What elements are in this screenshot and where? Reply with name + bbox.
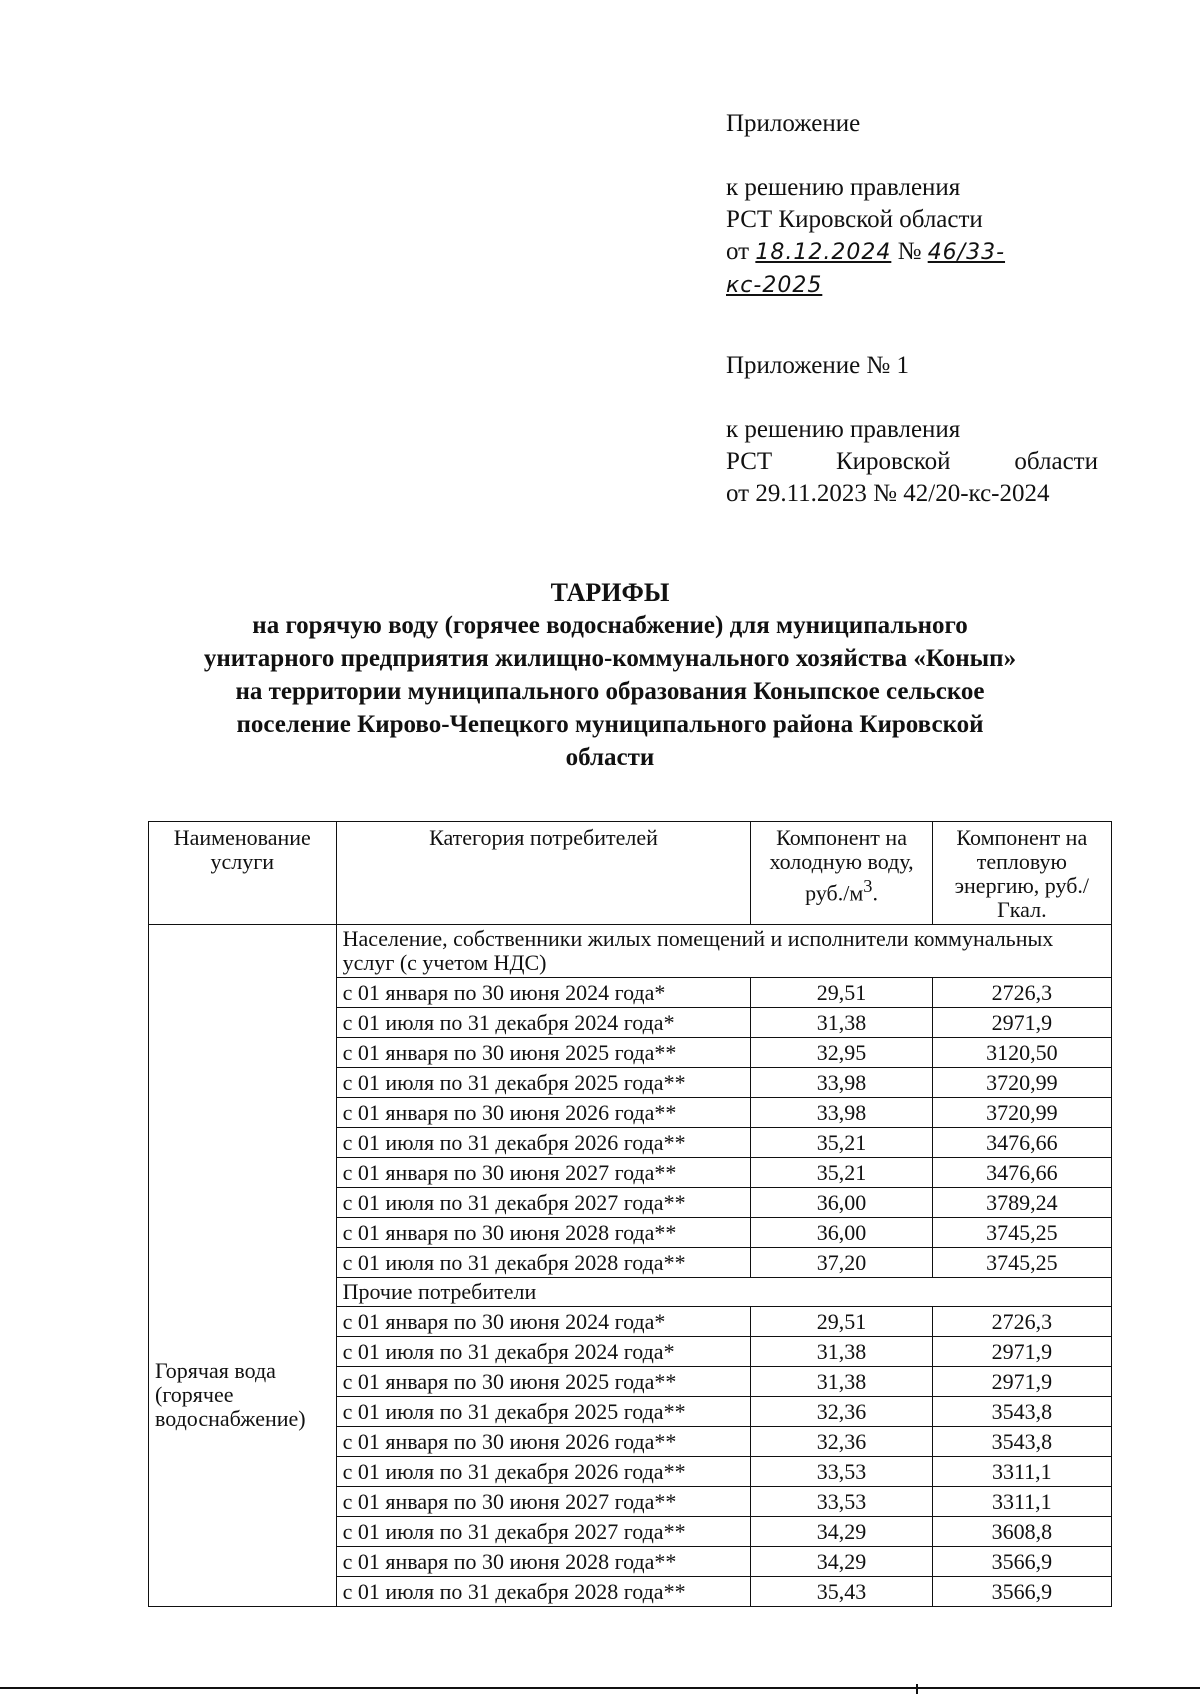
appendix-block-top xyxy=(726,108,1098,302)
heat-value-cell: 3608,8 xyxy=(932,1517,1111,1547)
period-cell: с 01 января по 30 июня 2024 года* xyxy=(336,1307,751,1337)
heading-line-4: поселение Кирово-Чепецкого муниципального района Кировской xyxy=(236,711,984,738)
heat-value-cell: 2726,3 xyxy=(932,978,1111,1008)
header-cold-water-end: . xyxy=(872,880,878,906)
heat-value-cell: 2726,3 xyxy=(932,1307,1111,1337)
period-cell: с 01 января по 30 июня 2027 года** xyxy=(336,1158,751,1188)
heat-value-cell: 3120,50 xyxy=(932,1038,1111,1068)
period-cell: с 01 июля по 31 декабря 2027 года** xyxy=(336,1188,751,1218)
cold-water-value-cell: 33,53 xyxy=(751,1457,932,1487)
handwritten-number: 46/33-кс-2025 xyxy=(726,240,1006,298)
cold-water-value-cell: 33,98 xyxy=(751,1068,932,1098)
period-cell: с 01 июля по 31 декабря 2024 года* xyxy=(336,1008,751,1038)
header-service: Наименование услуги xyxy=(149,822,337,925)
cold-water-value-cell: 31,38 xyxy=(751,1367,932,1397)
period-cell: с 01 января по 30 июня 2025 года** xyxy=(336,1367,751,1397)
heading-title: ТАРИФЫ xyxy=(550,578,670,607)
heat-value-cell: 3476,66 xyxy=(932,1158,1111,1188)
period-cell: с 01 января по 30 июня 2028 года** xyxy=(336,1218,751,1248)
appendix-line-authority: РСТ Кировской области xyxy=(726,206,983,233)
heat-value-cell: 3720,99 xyxy=(932,1098,1111,1128)
table-header-row xyxy=(149,822,1112,925)
heat-value-cell: 3311,1 xyxy=(932,1457,1111,1487)
heat-value-cell: 3543,8 xyxy=(932,1427,1111,1457)
period-cell: с 01 июля по 31 декабря 2026 года** xyxy=(336,1128,751,1158)
word-rst: РСТ xyxy=(726,448,773,475)
cold-water-value-cell: 34,29 xyxy=(751,1547,932,1577)
heat-value-cell: 3720,99 xyxy=(932,1068,1111,1098)
cold-water-value-cell: 35,43 xyxy=(751,1577,932,1607)
word-oblasti: области xyxy=(1014,448,1098,475)
period-cell: с 01 июля по 31 декабря 2025 года** xyxy=(336,1068,751,1098)
heat-value-cell: 3311,1 xyxy=(932,1487,1111,1517)
group-name-cell: Население, собственники жилых помещений и исполнители коммунальных услуг (с учетом НДС) xyxy=(336,925,1111,978)
heading-line-2: унитарного предприятия жилищно-коммунального хозяйства «Конып» xyxy=(203,645,1017,672)
number-label: № xyxy=(897,238,922,265)
appendix-block-second xyxy=(726,350,1098,510)
bottom-divider xyxy=(0,1687,1200,1689)
heat-value-cell: 3745,25 xyxy=(932,1218,1111,1248)
appendix-1-line-date-number: от 29.11.2023 № 42/20-кс-2024 xyxy=(726,480,1050,507)
period-cell: с 01 января по 30 июня 2025 года** xyxy=(336,1038,751,1068)
heat-value-cell: 3566,9 xyxy=(932,1577,1111,1607)
heat-value-cell: 2971,9 xyxy=(932,1008,1111,1038)
heat-value-cell: 3566,9 xyxy=(932,1547,1111,1577)
cold-water-value-cell: 29,51 xyxy=(751,1307,932,1337)
period-cell: с 01 июля по 31 декабря 2028 года** xyxy=(336,1577,751,1607)
cold-water-value-cell: 33,53 xyxy=(751,1487,932,1517)
cold-water-value-cell: 32,95 xyxy=(751,1038,932,1068)
handwritten-date: 18.12.2024 xyxy=(755,240,892,265)
group-name-cell: Прочие потребители xyxy=(336,1278,1111,1307)
heading-line-3: на территории муниципального образования Коныпское сельское xyxy=(235,678,985,705)
header-heat: Компонент на тепловую энергию, руб./Гкал. xyxy=(932,822,1111,925)
appendix-1-line-authority xyxy=(726,446,1098,478)
heat-value-cell: 3543,8 xyxy=(932,1397,1111,1427)
header-cold-water-text: Компонент на холодную воду, руб./м xyxy=(769,825,914,906)
period-cell: с 01 июля по 31 декабря 2027 года** xyxy=(336,1517,751,1547)
period-cell: с 01 января по 30 июня 2028 года** xyxy=(336,1547,751,1577)
cold-water-value-cell: 35,21 xyxy=(751,1158,932,1188)
heading-line-1: на горячую воду (горячее водоснабжение) для муниципального xyxy=(252,612,968,639)
appendix-1-title: Приложение № 1 xyxy=(726,352,910,379)
heat-value-cell: 3476,66 xyxy=(932,1128,1111,1158)
cold-water-value-cell: 29,51 xyxy=(751,978,932,1008)
cold-water-value-cell: 36,00 xyxy=(751,1218,932,1248)
header-cold-water xyxy=(751,822,932,925)
heat-value-cell: 2971,9 xyxy=(932,1337,1111,1367)
period-cell: с 01 января по 30 июня 2024 года* xyxy=(336,978,751,1008)
cold-water-value-cell: 35,21 xyxy=(751,1128,932,1158)
period-cell: с 01 июля по 31 декабря 2024 года* xyxy=(336,1337,751,1367)
bottom-divider-tick xyxy=(916,1684,918,1694)
cold-water-value-cell: 36,00 xyxy=(751,1188,932,1218)
group-row xyxy=(149,925,1112,978)
period-cell: с 01 января по 30 июня 2027 года** xyxy=(336,1487,751,1517)
period-cell: с 01 июля по 31 декабря 2026 года** xyxy=(336,1457,751,1487)
cold-water-value-cell: 33,98 xyxy=(751,1098,932,1128)
heat-value-cell: 3789,24 xyxy=(932,1188,1111,1218)
cold-water-value-cell: 37,20 xyxy=(751,1248,932,1278)
period-cell: с 01 января по 30 июня 2026 года** xyxy=(336,1427,751,1457)
heat-value-cell: 2971,9 xyxy=(932,1367,1111,1397)
document-heading xyxy=(140,576,1080,774)
cold-water-value-cell: 32,36 xyxy=(751,1397,932,1427)
appendix-line-date-number xyxy=(726,236,1098,302)
from-label: от xyxy=(726,238,750,265)
header-category: Категория потребителей xyxy=(336,822,751,925)
heat-value-cell: 3745,25 xyxy=(932,1248,1111,1278)
cold-water-value-cell: 31,38 xyxy=(751,1337,932,1367)
word-kirovskoy: Кировской xyxy=(836,448,951,475)
appendix-line-decision: к решению правления xyxy=(726,174,961,201)
cold-water-value-cell: 32,36 xyxy=(751,1427,932,1457)
cold-water-value-cell: 34,29 xyxy=(751,1517,932,1547)
appendix-title: Приложение xyxy=(726,110,861,137)
appendix-1-line-decision: к решению правления xyxy=(726,416,961,443)
heading-line-5: области xyxy=(565,744,655,771)
tariffs-table xyxy=(148,821,1112,1607)
service-name-cell: Горячая вода (горячее водоснабжение) xyxy=(149,925,337,1607)
header-cold-water-sup: 3 xyxy=(863,876,873,896)
period-cell: с 01 июля по 31 декабря 2028 года** xyxy=(336,1248,751,1278)
period-cell: с 01 июля по 31 декабря 2025 года** xyxy=(336,1397,751,1427)
cold-water-value-cell: 31,38 xyxy=(751,1008,932,1038)
period-cell: с 01 января по 30 июня 2026 года** xyxy=(336,1098,751,1128)
